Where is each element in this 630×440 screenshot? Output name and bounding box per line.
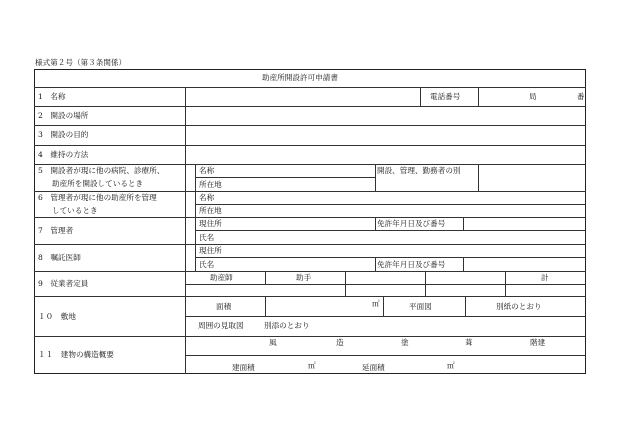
area-label: 面積 [216,302,232,311]
row11-label: １１ 建物の構造概要 [38,350,114,359]
surroundings-label: 周囲の見取図 [198,321,244,330]
style-5: 階建 [530,338,546,347]
floor-area-label: 延面積 [362,363,385,372]
row2-label: 2 開設の場所 [38,111,89,120]
area-unit: ㎡ [372,299,380,308]
row8-license: 免許年月日及び番号 [377,260,446,269]
form-table [34,69,586,374]
row5-location: 所在地 [199,180,222,189]
building-area-label: 建面積 [232,363,255,372]
style-1: 風 [269,338,277,347]
row3-label: 3 開設の目的 [38,130,89,139]
row5-type: 開設、管理、勤務者の別 [377,166,461,175]
midwife-label: 助産師 [210,273,233,282]
building-area-unit: ㎡ [308,361,316,370]
plan-label: 平面図 [409,302,432,311]
row5-label-line2: 助産所を開設しているとき [52,179,144,188]
row4-label: 4 維持の方法 [38,150,89,159]
surroundings-attached: 別添のとおり [264,321,310,330]
row5-label-line1: 5 開設者が現に他の病院、診療所、 [38,166,165,175]
assistant-label: 助手 [296,273,312,282]
row6-label-line1: 6 管理者が現に他の助産所を管理 [38,193,157,202]
row7-license: 免許年月日及び番号 [377,219,446,228]
form-id: 様式第２号（第３条関係） [35,58,127,67]
form-title: 助産所開設許可申請書 [262,73,338,82]
style-2: 造 [336,338,344,347]
style-3: 塗 [401,338,409,347]
row7-name: 氏名 [199,233,215,242]
row6-location: 所在地 [199,206,222,215]
row7-address: 現住所 [199,219,222,228]
row6-label-line2: しているとき [52,206,98,215]
row7-label: 7 管理者 [38,226,74,235]
row9-label: 9 従業者定員 [38,279,89,288]
kyoku-label: 局 [529,92,537,101]
row8-name: 氏名 [199,260,215,269]
row1-label: 1 名称 [38,92,66,101]
row6-name: 名称 [199,193,215,202]
row8-label: 8 嘱託医師 [38,253,81,262]
row8-address: 現住所 [199,246,222,255]
row10-label: １０ 敷地 [38,312,76,321]
total-label: 計 [541,273,549,282]
plan-attached: 別紙のとおり [496,302,542,311]
style-4: 葺 [465,338,473,347]
ban-label: 番 [577,92,585,101]
row5-name: 名称 [199,166,215,175]
tel-label: 電話番号 [430,92,461,101]
floor-area-unit: ㎡ [447,361,455,370]
